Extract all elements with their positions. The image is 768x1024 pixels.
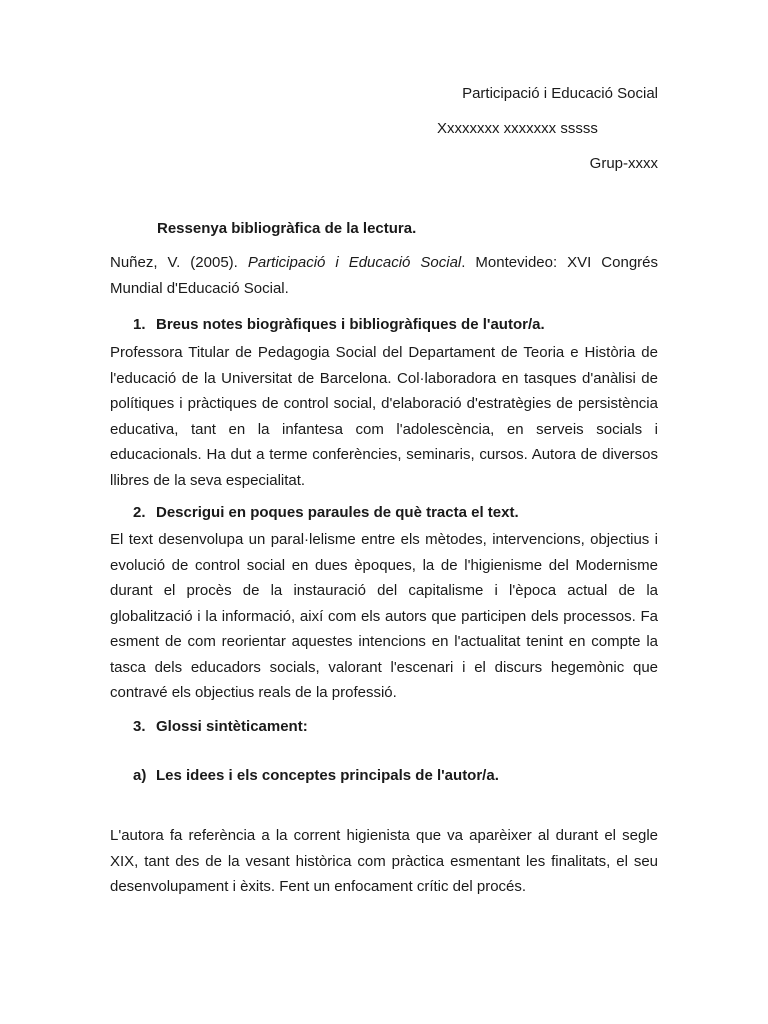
section-1-text: Professora Titular de Pedagogia Social del Departament de Teoria e Història de l'educació de la Universitat de Barcelona. Col·laboradora en tasques d'anàlisi de polítiques i pràctiques de control social, d'elaboració d'estratègies de persistència educativa, tant en la infantesa com l'adolescència, en serveis socials i educacionals. Ha dut a terme conferències, seminaris, cursos. Autora de diversos llibres de la seva especialitat.: [110, 344, 658, 489]
reference-title: Participació i Educació Social: [247, 254, 462, 271]
section-2-number: 2.: [133, 504, 146, 521]
subsection-a-title: Les idees i els conceptes principals de l'autor/a.: [156, 767, 499, 784]
section-2-body: [110, 527, 658, 706]
section-2-title: Descrigui en poques paraules de què tracta el text.: [156, 504, 519, 521]
course-title: Participació i Educació Social: [462, 85, 658, 102]
subsection-a-number: a): [133, 767, 147, 784]
bibliographic-reference: [110, 250, 658, 301]
section-1-heading: [133, 316, 545, 334]
section-1-title: Breus notes biogràfiques i bibliogràfiques de l'autor/a.: [156, 316, 545, 333]
section-1-body: [110, 340, 658, 493]
subsection-a-heading: [133, 767, 499, 785]
group-label: Grup-xxxx: [589, 155, 658, 172]
section-3-heading: [133, 718, 308, 736]
subsection-a-body: [110, 823, 658, 900]
reference-paragraph: [110, 250, 658, 301]
section-2-text: El text desenvolupa un paral·lelisme entre els mètodes, intervencions, objectius i evolució de control social en dues èpoques, la de l'higienisme del Modernisme durant el procès de la instauració del capitalisme i l'època actual de la globalització i la informació, així com els autors que participen dels processos. Fa esment de com reorientar aquestes intencions en l'actualitat tenint en compte la tasca dels educadors socials, valorant l'escenari i el discurs hegemònic que contravé els objectius reals de la professió.: [110, 531, 658, 701]
reference-details: . Montevideo: XVI Congrés Mundial d'Educació Social.: [110, 254, 659, 297]
section-3-number: 3.: [133, 718, 146, 735]
review-title: Ressenya bibliogràfica de la lectura.: [157, 220, 417, 237]
reference-author-year: Nuñez, V. (2005).: [110, 254, 248, 271]
section-1-number: 1.: [133, 316, 146, 333]
student-name: Xxxxxxxx xxxxxxx sssss: [437, 120, 598, 137]
section-3-title: Glossi sintèticament:: [156, 718, 308, 735]
subsection-a-text: L'autora fa referència a la corrent higienista que va aparèixer al durant el segle XIX, tant des de la vesant històrica com pràctica esmentant les finalitats, el seu desenvolupament i èxits. Fent un enfocament crític del procés.: [110, 827, 658, 895]
section-2-heading: [133, 504, 519, 522]
